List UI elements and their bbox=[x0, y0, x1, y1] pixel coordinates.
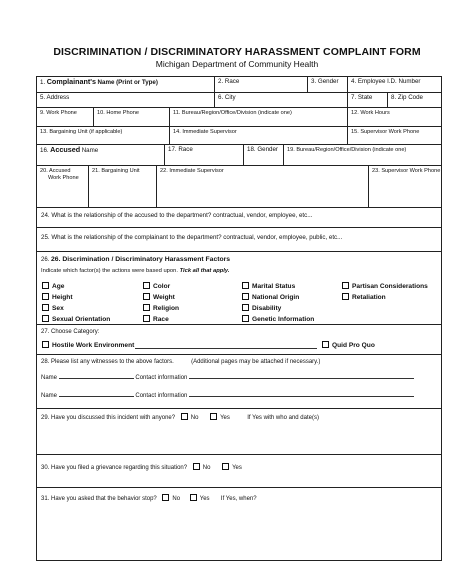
factor-label: Disability bbox=[252, 305, 282, 312]
question-31 bbox=[37, 488, 441, 560]
accused-gender-label: 18. Gender bbox=[247, 146, 278, 153]
category-quid-pro-quo[interactable] bbox=[322, 341, 375, 349]
factor-partisan-considerations[interactable] bbox=[342, 282, 428, 290]
factor-label: Religion bbox=[153, 305, 180, 312]
factor-label: Sexual Orientation bbox=[52, 316, 111, 323]
factor-label: Retaliation bbox=[352, 294, 386, 301]
question-28-header bbox=[41, 359, 320, 365]
row-phones bbox=[37, 108, 441, 127]
checkbox[interactable] bbox=[42, 282, 49, 289]
factors-instruction bbox=[41, 268, 230, 274]
q31-followup-label: If Yes, when? bbox=[220, 496, 257, 502]
category-underline bbox=[135, 348, 317, 349]
checkbox[interactable] bbox=[322, 341, 329, 348]
category-hostile-label: Hostile Work Environment bbox=[52, 342, 135, 349]
zip-label: 8. Zip Code bbox=[391, 94, 423, 101]
factor-label: Height bbox=[52, 294, 73, 301]
q31-no-checkbox[interactable] bbox=[162, 494, 169, 501]
factor-sex[interactable] bbox=[42, 304, 64, 312]
factor-label: Color bbox=[153, 283, 171, 290]
checkbox[interactable] bbox=[342, 293, 349, 300]
witness-2[interactable] bbox=[41, 393, 414, 399]
factor-genetic-information[interactable] bbox=[242, 315, 314, 323]
work-hours-label: 12. Work Hours bbox=[351, 110, 390, 116]
question-28-note: (Additional pages may be attached if necessary.) bbox=[191, 359, 321, 365]
factor-label: Race bbox=[153, 316, 169, 323]
witness-contact-line[interactable] bbox=[189, 378, 414, 379]
accused-name-field[interactable] bbox=[37, 145, 165, 165]
factor-color[interactable] bbox=[143, 282, 170, 290]
q31-yes-label: Yes bbox=[199, 496, 210, 502]
row-address bbox=[37, 93, 441, 108]
q29-no-label: No bbox=[190, 415, 199, 421]
factors-instruction-emphasis: Tick all that apply. bbox=[179, 268, 230, 274]
factors-title-text: 26. Discrimination / Discriminatory Harassment Factors bbox=[51, 256, 231, 263]
q29-yes-checkbox[interactable] bbox=[210, 413, 217, 420]
q29-followup-label: If Yes with who and date(s) bbox=[247, 415, 319, 421]
category-quid-label: Quid Pro Quo bbox=[332, 342, 375, 349]
work-phone-label: 9. Work Phone bbox=[40, 110, 77, 116]
factor-race[interactable] bbox=[143, 315, 169, 323]
factor-weight[interactable] bbox=[143, 293, 175, 301]
question-29-line bbox=[41, 413, 319, 421]
bargaining-unit-field[interactable] bbox=[37, 127, 170, 144]
question-29-text: 29. Have you discussed this incident with anyone? bbox=[41, 415, 176, 421]
question-31-line bbox=[41, 494, 257, 502]
checkbox[interactable] bbox=[42, 315, 49, 322]
accused-race-field[interactable] bbox=[165, 145, 244, 165]
form-title: DISCRIMINATION / DISCRIMINATORY HARASSMENT COMPLAINT FORM bbox=[53, 46, 421, 58]
accused-supervisor-phone-field[interactable] bbox=[369, 166, 441, 207]
race-field[interactable] bbox=[215, 77, 308, 92]
checkbox[interactable] bbox=[143, 293, 150, 300]
bureau-field[interactable] bbox=[170, 108, 348, 126]
q30-no-label: No bbox=[202, 465, 211, 471]
factor-label: Weight bbox=[153, 294, 175, 301]
accused-bargaining-field[interactable] bbox=[89, 166, 157, 207]
accused-supervisor-field[interactable] bbox=[157, 166, 369, 207]
factor-religion[interactable] bbox=[143, 304, 179, 312]
checkbox[interactable] bbox=[42, 304, 49, 311]
category-section bbox=[37, 325, 441, 355]
question-29 bbox=[37, 409, 441, 455]
witness-name-line[interactable] bbox=[59, 396, 134, 397]
question-28-text: 28. Please list any witnesses to the above factors. bbox=[41, 359, 174, 365]
accused-phone-label-b: Work Phone bbox=[48, 174, 79, 181]
accused-race-label: 17. Race bbox=[168, 146, 193, 153]
supervisor-label: 14. Immediate Supervisor bbox=[173, 129, 237, 135]
checkbox[interactable] bbox=[143, 315, 150, 322]
checkbox[interactable] bbox=[242, 293, 249, 300]
supervisor-phone-field[interactable] bbox=[348, 127, 441, 144]
factor-label: Age bbox=[52, 283, 65, 290]
bureau-label: 11. Bureau/Region/Office/Division (indicate one) bbox=[173, 110, 292, 116]
question-25[interactable] bbox=[37, 228, 441, 252]
factor-retaliation[interactable] bbox=[342, 293, 386, 301]
question-30-text: 30. Have you filed a grievance regarding this situation? bbox=[41, 465, 188, 471]
checkbox[interactable] bbox=[42, 341, 49, 348]
witness-contact-label: Contact information bbox=[135, 375, 188, 381]
question-28 bbox=[37, 355, 441, 409]
question-31-text: 31. Have you asked that the behavior stop? bbox=[41, 496, 157, 502]
field-number: 1. bbox=[40, 79, 46, 86]
q30-yes-checkbox[interactable] bbox=[222, 463, 229, 470]
field-number: 16. bbox=[40, 147, 49, 154]
complainant-hint: Name (Print or Type) bbox=[97, 79, 158, 86]
witness-name-label: Name bbox=[41, 375, 58, 381]
factors-section bbox=[37, 252, 441, 325]
accused-gender-field[interactable] bbox=[244, 145, 284, 165]
work-hours-field[interactable] bbox=[348, 108, 441, 126]
accused-bargaining-label: 21. Bargaining Unit bbox=[92, 168, 140, 174]
question-24-text: 24. What is the relationship of the accused to the department? contractual, vendor, employee, etc... bbox=[41, 212, 313, 219]
bargaining-unit-label: 13. Bargaining Unit (if applicable) bbox=[40, 129, 123, 135]
factor-age[interactable] bbox=[42, 282, 64, 290]
question-30 bbox=[37, 455, 441, 488]
checkbox[interactable] bbox=[242, 282, 249, 289]
home-phone-label: 10. Home Phone bbox=[97, 110, 139, 116]
state-field[interactable] bbox=[348, 93, 388, 107]
checkbox[interactable] bbox=[342, 282, 349, 289]
accused-label: Accused bbox=[50, 145, 81, 154]
checkbox[interactable] bbox=[143, 282, 150, 289]
category-hostile[interactable] bbox=[42, 341, 134, 349]
row-complainant bbox=[37, 77, 441, 93]
factor-label: Sex bbox=[52, 305, 64, 312]
factor-disability[interactable] bbox=[242, 304, 281, 312]
city-label: 6. City bbox=[218, 94, 236, 101]
factor-label: National Origin bbox=[252, 294, 300, 301]
accused-bureau-label: 19. Bureau/Region/Office/Division (indicate one) bbox=[287, 147, 407, 153]
accused-supervisor-phone-label: 23. Supervisor Work Phone bbox=[372, 168, 441, 174]
factor-national-origin[interactable] bbox=[242, 293, 299, 301]
checkbox[interactable] bbox=[242, 315, 249, 322]
work-phone-field[interactable] bbox=[37, 108, 94, 126]
complainant-name-field[interactable] bbox=[37, 77, 215, 92]
q30-no-checkbox[interactable] bbox=[193, 463, 200, 470]
address-label: 5. Address bbox=[40, 94, 70, 101]
accused-hint: Name bbox=[81, 147, 99, 154]
checkbox[interactable] bbox=[143, 304, 150, 311]
accused-work-phone-field[interactable] bbox=[37, 166, 89, 207]
city-field[interactable] bbox=[215, 93, 348, 107]
factor-height[interactable] bbox=[42, 293, 73, 301]
gender-field[interactable] bbox=[308, 77, 348, 92]
state-label: 7. State bbox=[351, 94, 373, 101]
factor-marital-status[interactable] bbox=[242, 282, 295, 290]
accused-bureau-field[interactable] bbox=[284, 145, 441, 165]
factor-label: Marital Status bbox=[252, 283, 296, 290]
factors-instruction-text: Indicate which factor(s) the actions were based upon. bbox=[41, 268, 178, 274]
employee-id-label: 4. Employee I.D. Number bbox=[351, 78, 421, 85]
q30-yes-label: Yes bbox=[232, 465, 242, 471]
factor-sexual-orientation[interactable] bbox=[42, 315, 110, 323]
gender-label: 3. Gender bbox=[311, 78, 339, 85]
checkbox[interactable] bbox=[242, 304, 249, 311]
home-phone-field[interactable] bbox=[94, 108, 170, 126]
factor-label: Genetic Information bbox=[252, 316, 315, 323]
row-bargaining bbox=[37, 127, 441, 145]
q29-yes-label: Yes bbox=[220, 415, 230, 421]
row-accused bbox=[37, 145, 441, 166]
checkbox[interactable] bbox=[42, 293, 49, 300]
zip-field[interactable] bbox=[388, 93, 441, 107]
form-subtitle: Michigan Department of Community Health bbox=[155, 59, 319, 69]
accused-phone-label-a: 20. Accused bbox=[40, 168, 71, 174]
q31-yes-checkbox[interactable] bbox=[190, 494, 197, 501]
race-label: 2. Race bbox=[218, 78, 240, 85]
complaint-form bbox=[36, 76, 442, 561]
witness-name-label: Name bbox=[41, 393, 58, 399]
witness-contact-label: Contact information bbox=[135, 393, 188, 399]
witness-1[interactable] bbox=[41, 375, 414, 381]
q29-no-checkbox[interactable] bbox=[181, 413, 188, 420]
question-24[interactable] bbox=[37, 208, 441, 228]
question-25-text: 25. What is the relationship of the complainant to the department? contractual, vendor, employee, public, etc... bbox=[41, 234, 343, 241]
witness-contact-line[interactable] bbox=[189, 396, 414, 397]
address-field[interactable] bbox=[37, 93, 215, 107]
accused-supervisor-label: 22. Immediate Supervisor bbox=[160, 168, 224, 174]
factor-label: Partisan Considerations bbox=[352, 283, 428, 290]
witness-name-line[interactable] bbox=[59, 378, 134, 379]
complainant-label: Complainant's bbox=[46, 77, 96, 86]
supervisor-phone-label: 15. Supervisor Work Phone bbox=[351, 129, 420, 135]
q31-no-label: No bbox=[172, 496, 181, 502]
question-30-line bbox=[41, 463, 242, 471]
employee-id-field[interactable] bbox=[348, 77, 441, 92]
category-label: 27. Choose Category: bbox=[41, 329, 100, 335]
row-accused-details bbox=[37, 166, 441, 208]
supervisor-field[interactable] bbox=[170, 127, 348, 144]
factors-title: 26. 26. Discrimination / Discriminatory Harassment Factors bbox=[41, 256, 231, 263]
